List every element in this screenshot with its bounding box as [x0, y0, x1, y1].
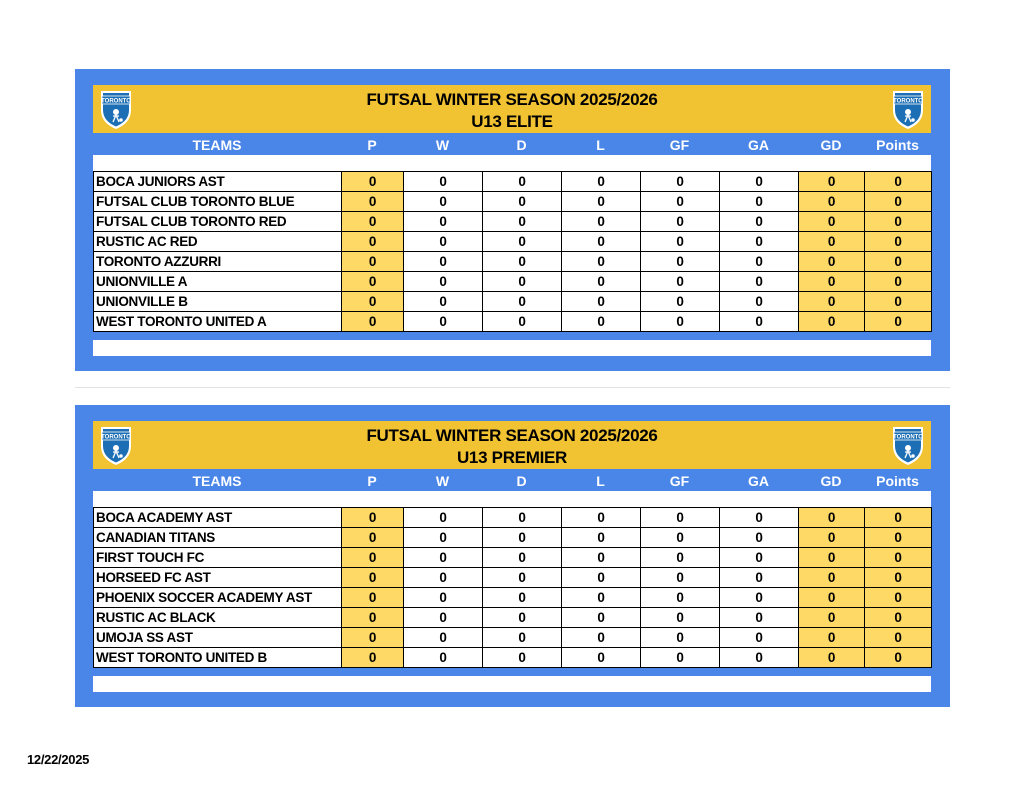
- stat-cell-gf: 0: [641, 312, 720, 332]
- standings-section-elite: [75, 69, 950, 371]
- standings-table: [93, 171, 932, 332]
- stat-cell-points: 0: [865, 628, 932, 648]
- team-name-cell: TORONTO AZZURRI: [94, 252, 342, 272]
- stat-cell-w: 0: [404, 508, 483, 528]
- standings-table: [93, 507, 932, 668]
- stat-cell-gf: 0: [641, 588, 720, 608]
- stat-cell-w: 0: [404, 568, 483, 588]
- stat-cell-ga: 0: [720, 232, 799, 252]
- stat-cell-ga: 0: [720, 292, 799, 312]
- team-name-cell: BOCA JUNIORS AST: [94, 172, 342, 192]
- stat-cell-points: 0: [865, 648, 932, 668]
- stat-cell-gd: 0: [799, 608, 865, 628]
- stat-cell-l: 0: [562, 232, 641, 252]
- stat-cell-gd: 0: [799, 548, 865, 568]
- stat-cell-p: 0: [342, 252, 404, 272]
- stat-cell-gf: 0: [641, 172, 720, 192]
- stat-cell-d: 0: [483, 272, 562, 292]
- stat-cell-gd: 0: [799, 272, 865, 292]
- stat-cell-gf: 0: [641, 568, 720, 588]
- stat-cell-p: 0: [342, 172, 404, 192]
- division-title: U13 ELITE: [471, 112, 553, 131]
- stat-cell-gd: 0: [799, 568, 865, 588]
- col-goals-for: GF: [669, 137, 690, 153]
- spacer-row: [93, 340, 931, 356]
- stat-cell-points: 0: [865, 548, 932, 568]
- stat-cell-d: 0: [483, 648, 562, 668]
- stat-cell-d: 0: [483, 212, 562, 232]
- stat-cell-l: 0: [562, 608, 641, 628]
- stat-cell-p: 0: [342, 232, 404, 252]
- stat-cell-l: 0: [562, 272, 641, 292]
- table-row: [94, 548, 932, 568]
- stat-cell-p: 0: [342, 588, 404, 608]
- stat-cell-gd: 0: [799, 212, 865, 232]
- col-teams: TEAMS: [192, 137, 242, 153]
- stat-cell-l: 0: [562, 568, 641, 588]
- col-goals-against: GA: [748, 473, 769, 489]
- table-row: [94, 172, 932, 192]
- table-row: [94, 272, 932, 292]
- stat-cell-d: 0: [483, 172, 562, 192]
- stat-cell-p: 0: [342, 608, 404, 628]
- column-headers: [93, 471, 931, 491]
- team-name-cell: FUTSAL CLUB TORONTO BLUE: [94, 192, 342, 212]
- stat-cell-d: 0: [483, 192, 562, 212]
- stat-cell-l: 0: [562, 212, 641, 232]
- stat-cell-p: 0: [342, 548, 404, 568]
- stat-cell-points: 0: [865, 312, 932, 332]
- stat-cell-ga: 0: [720, 212, 799, 232]
- stat-cell-points: 0: [865, 192, 932, 212]
- team-name-cell: UMOJA SS AST: [94, 628, 342, 648]
- col-won: W: [435, 137, 450, 153]
- stat-cell-d: 0: [483, 568, 562, 588]
- table-row: [94, 648, 932, 668]
- division-title: U13 PREMIER: [456, 448, 568, 467]
- stat-cell-d: 0: [483, 252, 562, 272]
- table-row: [94, 588, 932, 608]
- stat-cell-gf: 0: [641, 192, 720, 212]
- stat-cell-w: 0: [404, 528, 483, 548]
- stat-cell-gf: 0: [641, 528, 720, 548]
- sheet-gap: [75, 371, 950, 405]
- stat-cell-gd: 0: [799, 232, 865, 252]
- stat-cell-points: 0: [865, 252, 932, 272]
- table-row: [94, 628, 932, 648]
- stat-cell-gd: 0: [799, 292, 865, 312]
- table-row: [94, 232, 932, 252]
- stat-cell-w: 0: [404, 608, 483, 628]
- col-points: Points: [876, 137, 919, 153]
- stat-cell-gf: 0: [641, 608, 720, 628]
- stat-cell-p: 0: [342, 292, 404, 312]
- stat-cell-points: 0: [865, 212, 932, 232]
- stat-cell-w: 0: [404, 172, 483, 192]
- stat-cell-gf: 0: [641, 252, 720, 272]
- col-goals-for: GF: [669, 473, 690, 489]
- table-row: [94, 608, 932, 628]
- stat-cell-ga: 0: [720, 568, 799, 588]
- col-drawn: D: [516, 137, 527, 153]
- stat-cell-d: 0: [483, 528, 562, 548]
- section-header: [93, 85, 931, 133]
- team-name-cell: FIRST TOUCH FC: [94, 548, 342, 568]
- col-won: W: [435, 473, 450, 489]
- stat-cell-w: 0: [404, 548, 483, 568]
- stat-cell-points: 0: [865, 568, 932, 588]
- stat-cell-p: 0: [342, 508, 404, 528]
- stat-cell-gf: 0: [641, 548, 720, 568]
- stat-cell-l: 0: [562, 628, 641, 648]
- standings-section-premier: [75, 405, 950, 707]
- stat-cell-l: 0: [562, 548, 641, 568]
- stat-cell-p: 0: [342, 212, 404, 232]
- stat-cell-points: 0: [865, 232, 932, 252]
- table-row: [94, 192, 932, 212]
- stat-cell-w: 0: [404, 232, 483, 252]
- team-name-cell: PHOENIX SOCCER ACADEMY AST: [94, 588, 342, 608]
- stat-cell-gd: 0: [799, 192, 865, 212]
- toronto-crest-logo-right: [891, 88, 925, 130]
- stat-cell-points: 0: [865, 172, 932, 192]
- stat-cell-d: 0: [483, 508, 562, 528]
- stat-cell-points: 0: [865, 272, 932, 292]
- table-row: [94, 312, 932, 332]
- stat-cell-d: 0: [483, 588, 562, 608]
- col-goal-difference: GD: [820, 137, 842, 153]
- stat-cell-ga: 0: [720, 548, 799, 568]
- stat-cell-gf: 0: [641, 292, 720, 312]
- team-name-cell: WEST TORONTO UNITED A: [94, 312, 342, 332]
- stat-cell-d: 0: [483, 548, 562, 568]
- stat-cell-p: 0: [342, 648, 404, 668]
- team-name-cell: CANADIAN TITANS: [94, 528, 342, 548]
- team-name-cell: FUTSAL CLUB TORONTO RED: [94, 212, 342, 232]
- team-name-cell: WEST TORONTO UNITED B: [94, 648, 342, 668]
- stat-cell-gd: 0: [799, 508, 865, 528]
- col-points: Points: [876, 473, 919, 489]
- col-teams: TEAMS: [192, 473, 242, 489]
- stat-cell-w: 0: [404, 192, 483, 212]
- stat-cell-ga: 0: [720, 172, 799, 192]
- stat-cell-gd: 0: [799, 172, 865, 192]
- stat-cell-w: 0: [404, 648, 483, 668]
- stat-cell-d: 0: [483, 232, 562, 252]
- team-name-cell: RUSTIC AC BLACK: [94, 608, 342, 628]
- stat-cell-gd: 0: [799, 588, 865, 608]
- stat-cell-p: 0: [342, 568, 404, 588]
- season-title: FUTSAL WINTER SEASON 2025/2026: [366, 90, 658, 109]
- print-date: 12/22/2025: [27, 752, 90, 767]
- stat-cell-ga: 0: [720, 192, 799, 212]
- team-name-cell: UNIONVILLE A: [94, 272, 342, 292]
- season-title: FUTSAL WINTER SEASON 2025/2026: [366, 426, 658, 445]
- stat-cell-gf: 0: [641, 648, 720, 668]
- stat-cell-w: 0: [404, 588, 483, 608]
- stat-cell-gf: 0: [641, 272, 720, 292]
- col-goals-against: GA: [748, 137, 769, 153]
- table-row: [94, 568, 932, 588]
- stat-cell-d: 0: [483, 628, 562, 648]
- stat-cell-l: 0: [562, 252, 641, 272]
- stat-cell-p: 0: [342, 272, 404, 292]
- team-name-cell: UNIONVILLE B: [94, 292, 342, 312]
- stat-cell-l: 0: [562, 648, 641, 668]
- toronto-crest-logo-right: [891, 424, 925, 466]
- stat-cell-l: 0: [562, 172, 641, 192]
- table-row: [94, 292, 932, 312]
- stat-cell-l: 0: [562, 192, 641, 212]
- stat-cell-w: 0: [404, 252, 483, 272]
- spacer-row: [93, 676, 931, 692]
- col-lost: L: [596, 137, 605, 153]
- stat-cell-ga: 0: [720, 508, 799, 528]
- stat-cell-gd: 0: [799, 648, 865, 668]
- table-row: [94, 528, 932, 548]
- team-name-cell: RUSTIC AC RED: [94, 232, 342, 252]
- stat-cell-w: 0: [404, 212, 483, 232]
- stat-cell-gd: 0: [799, 628, 865, 648]
- stat-cell-gf: 0: [641, 212, 720, 232]
- stat-cell-points: 0: [865, 608, 932, 628]
- stat-cell-l: 0: [562, 528, 641, 548]
- stat-cell-points: 0: [865, 508, 932, 528]
- table-row: [94, 212, 932, 232]
- stat-cell-ga: 0: [720, 528, 799, 548]
- stat-cell-p: 0: [342, 528, 404, 548]
- stat-cell-d: 0: [483, 608, 562, 628]
- spacer-row: [93, 491, 931, 508]
- stat-cell-gd: 0: [799, 252, 865, 272]
- stat-cell-points: 0: [865, 528, 932, 548]
- stat-cell-ga: 0: [720, 312, 799, 332]
- col-played: P: [367, 137, 377, 153]
- col-drawn: D: [516, 473, 527, 489]
- col-played: P: [367, 473, 377, 489]
- stat-cell-gf: 0: [641, 508, 720, 528]
- stat-cell-points: 0: [865, 588, 932, 608]
- spacer-row: [93, 155, 931, 172]
- col-goal-difference: GD: [820, 473, 842, 489]
- stat-cell-gf: 0: [641, 232, 720, 252]
- stat-cell-w: 0: [404, 292, 483, 312]
- stat-cell-ga: 0: [720, 252, 799, 272]
- team-name-cell: HORSEED FC AST: [94, 568, 342, 588]
- stat-cell-gd: 0: [799, 312, 865, 332]
- stat-cell-w: 0: [404, 628, 483, 648]
- stat-cell-points: 0: [865, 292, 932, 312]
- stat-cell-d: 0: [483, 312, 562, 332]
- stat-cell-w: 0: [404, 272, 483, 292]
- stat-cell-gd: 0: [799, 528, 865, 548]
- stat-cell-p: 0: [342, 312, 404, 332]
- stat-cell-ga: 0: [720, 628, 799, 648]
- stat-cell-l: 0: [562, 292, 641, 312]
- stat-cell-w: 0: [404, 312, 483, 332]
- stat-cell-ga: 0: [720, 648, 799, 668]
- stat-cell-l: 0: [562, 508, 641, 528]
- stat-cell-p: 0: [342, 628, 404, 648]
- stat-cell-ga: 0: [720, 608, 799, 628]
- col-lost: L: [596, 473, 605, 489]
- team-name-cell: BOCA ACADEMY AST: [94, 508, 342, 528]
- column-headers: [93, 135, 931, 155]
- stat-cell-l: 0: [562, 588, 641, 608]
- table-row: [94, 252, 932, 272]
- stat-cell-l: 0: [562, 312, 641, 332]
- stat-cell-ga: 0: [720, 588, 799, 608]
- stat-cell-d: 0: [483, 292, 562, 312]
- table-row: [94, 508, 932, 528]
- section-header: [93, 421, 931, 469]
- stat-cell-p: 0: [342, 192, 404, 212]
- stat-cell-ga: 0: [720, 272, 799, 292]
- stat-cell-gf: 0: [641, 628, 720, 648]
